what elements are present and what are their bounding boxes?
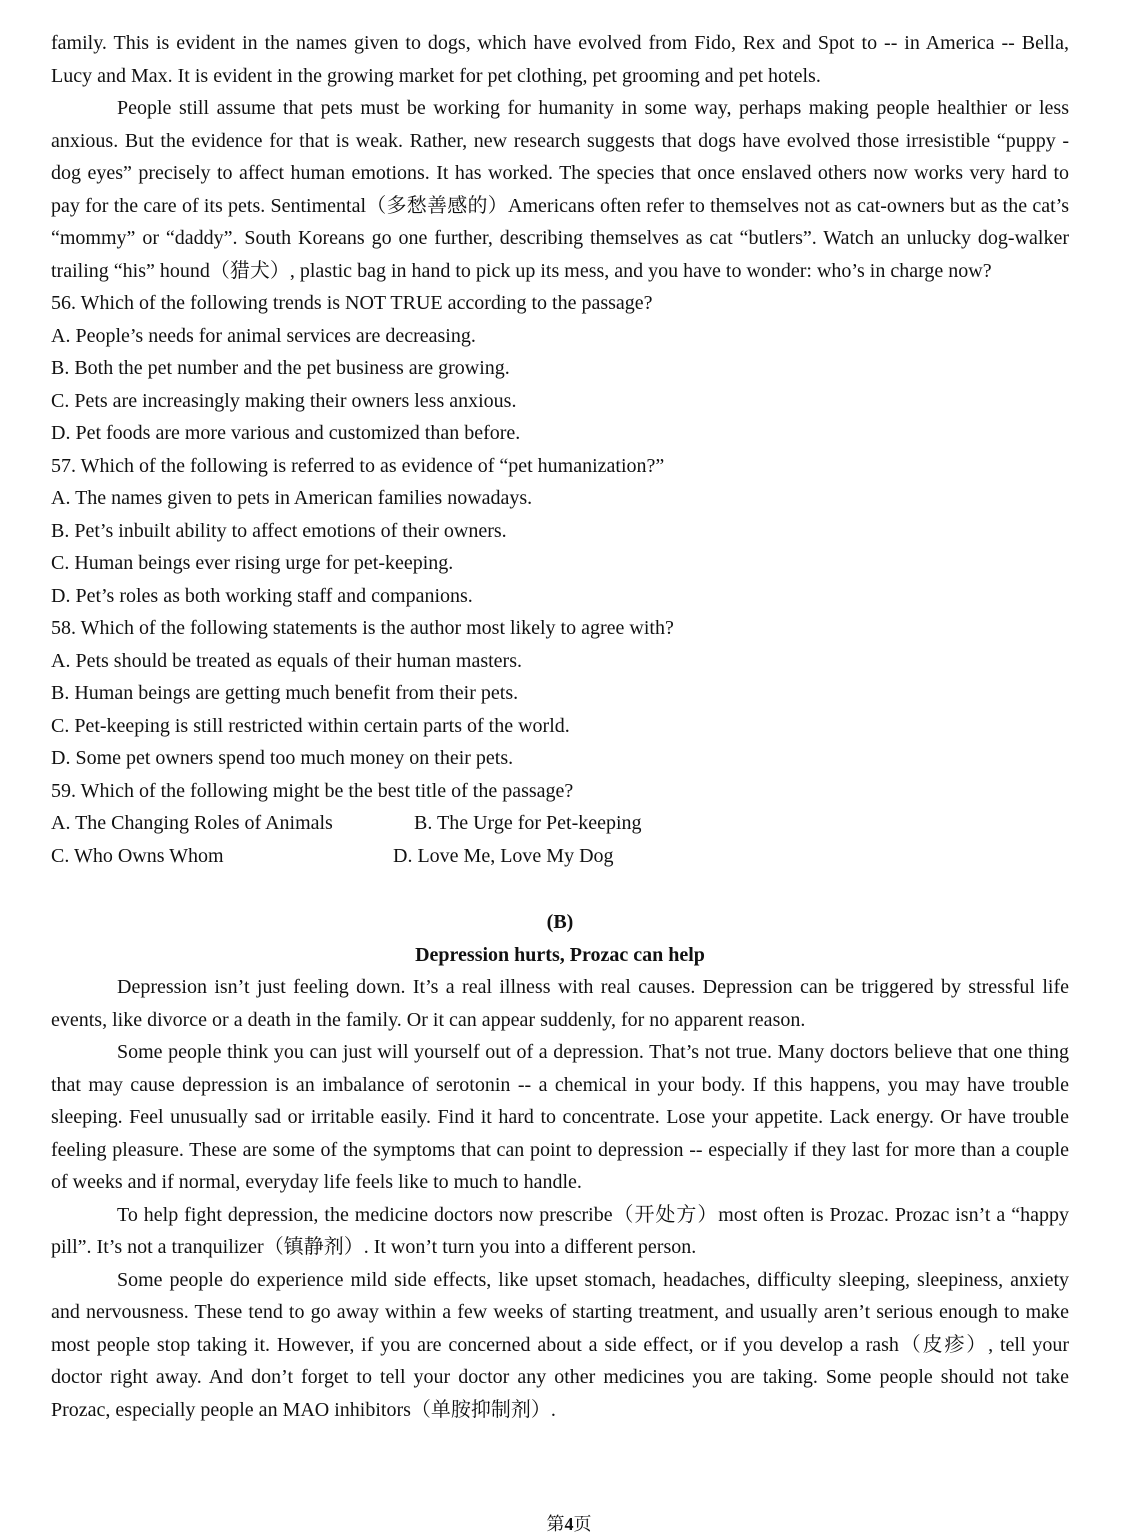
option-c: C. Human beings ever rising urge for pet-keeping. xyxy=(51,552,454,574)
question-56 xyxy=(51,287,1069,450)
option-d: D. Pet foods are more various and customized than before. xyxy=(51,422,521,444)
question-stem: 57. Which of the following is referred to as evidence of “pet humanization?” xyxy=(51,454,665,477)
option-c: C. Pets are increasingly making their owners less anxious. xyxy=(51,389,517,412)
page-number-suffix: 页 xyxy=(573,1514,592,1534)
question-stem: 56. Which of the following trends is NOT TRUE according to the passage? xyxy=(51,292,653,314)
question-stem: 58. Which of the following statements is the author most likely to agree with? xyxy=(51,617,674,639)
passage-b-paragraph-4: Some people do experience mild side effects, like upset stomach, headaches, difficulty sleeping, sleepiness, anxiety and nervousness. These tend to go away within a few weeks of starting treatment, and usually aren’t serious enough to make most people stop taking it. However, if you are concerned about a side effect, or if you develop a rash（皮疹）, tell your doctor right away. And don’t forget to tell your doctor any other medicines you are taking. Some people should not take Prozac, especially people an MAO inhibitors（单胺抑制剂）. xyxy=(51,1268,1069,1421)
question-58 xyxy=(51,612,1069,775)
option-d: D. Pet’s roles as both working staff and companions. xyxy=(51,584,473,607)
option-c: C. Pet-keeping is still restricted within certain parts of the world. xyxy=(51,714,570,737)
option-b: B. Pet’s inbuilt ability to affect emotions of their owners. xyxy=(51,519,507,542)
question-57 xyxy=(51,450,1069,613)
page-number-prefix: 第 xyxy=(546,1514,565,1534)
option-b: B. The Urge for Pet-keeping xyxy=(414,812,642,834)
page-number-value: 4 xyxy=(564,1514,574,1534)
passage-a-paragraph-2: People still assume that pets must be working for humanity in some way, perhaps making people healthier or less anxious. But the evidence for that is weak. Rather, new research suggests that dogs have evolved those irresistible “puppy - dog eyes” precisely to affect human emotions. It has worked. The species that once enslaved others now works very hard to pay for the care of its pets. Sentimental（多愁善感的）Americans often refer to themselves not as cat-owners but as the cat’s “mommy” or “daddy”. South Koreans go one further, describing themselves as cat “butlers”. Watch an unlucky dog-walker trailing “his” hound（猎犬）, plastic bag in hand to pick up its mess, and you have to wonder: who’s in charge now? xyxy=(51,97,1069,282)
option-row-ab xyxy=(51,807,1069,840)
option-d: D. Some pet owners spend too much money on their pets. xyxy=(51,747,514,769)
question-59 xyxy=(51,775,1069,873)
passage-title: Depression hurts, Prozac can help xyxy=(415,943,705,966)
option-a: A. The names given to pets in American families nowadays. xyxy=(51,487,533,509)
option-a: A. Pets should be treated as equals of their human masters. xyxy=(51,649,522,672)
passage-b-paragraph-2: Some people think you can just will yourself out of a depression. That’s not true. Many doctors believe that one thing that may cause depression is an imbalance of serotonin -- a chemical in your body. If this happens, you may have trouble sleeping. Feel unusually sad or irritable easily. Find it hard to concentrate. Lose your appetite. Lack energy. Or have trouble feeling pleasure. These are some of the symptoms that can point to depression -- especially if they last for more than a couple of weeks and if normal, everyday life feels like to much to handle. xyxy=(51,1041,1069,1193)
option-c: C. Who Owns Whom xyxy=(51,844,224,867)
passage-a-paragraph-1: family. This is evident in the names given to dogs, which have evolved from Fido, Rex and Spot to -- in America -- Bella, Lucy and Max. It is evident in the growing market for pet clothing, pet grooming and pet hotels. xyxy=(51,32,1069,87)
passage-b-paragraph-3: To help fight depression, the medicine doctors now prescribe（开处方）most often is Prozac. Prozac isn’t a “happy pill”. It’s not a tranquilizer（镇静剂）. It won’t turn you into a different person. xyxy=(51,1203,1069,1258)
exam-page xyxy=(51,27,1069,1426)
option-b: B. Both the pet number and the pet business are growing. xyxy=(51,357,510,379)
passage-b-paragraph-1: Depression isn’t just feeling down. It’s a real illness with real causes. Depression can be triggered by stressful life events, like divorce or a death in the family. Or it can appear suddenly, for no apparent reason. xyxy=(51,976,1069,1031)
option-d: D. Love Me, Love My Dog xyxy=(393,844,614,867)
option-row-cd xyxy=(51,840,1069,873)
option-a: A. The Changing Roles of Animals xyxy=(51,812,333,834)
section-label: (B) xyxy=(546,911,574,933)
option-a: A. People’s needs for animal services are decreasing. xyxy=(51,324,476,347)
option-b: B. Human beings are getting much benefit from their pets. xyxy=(51,682,519,704)
question-stem: 59. Which of the following might be the best title of the passage? xyxy=(51,779,574,802)
page-number xyxy=(0,1510,1138,1536)
